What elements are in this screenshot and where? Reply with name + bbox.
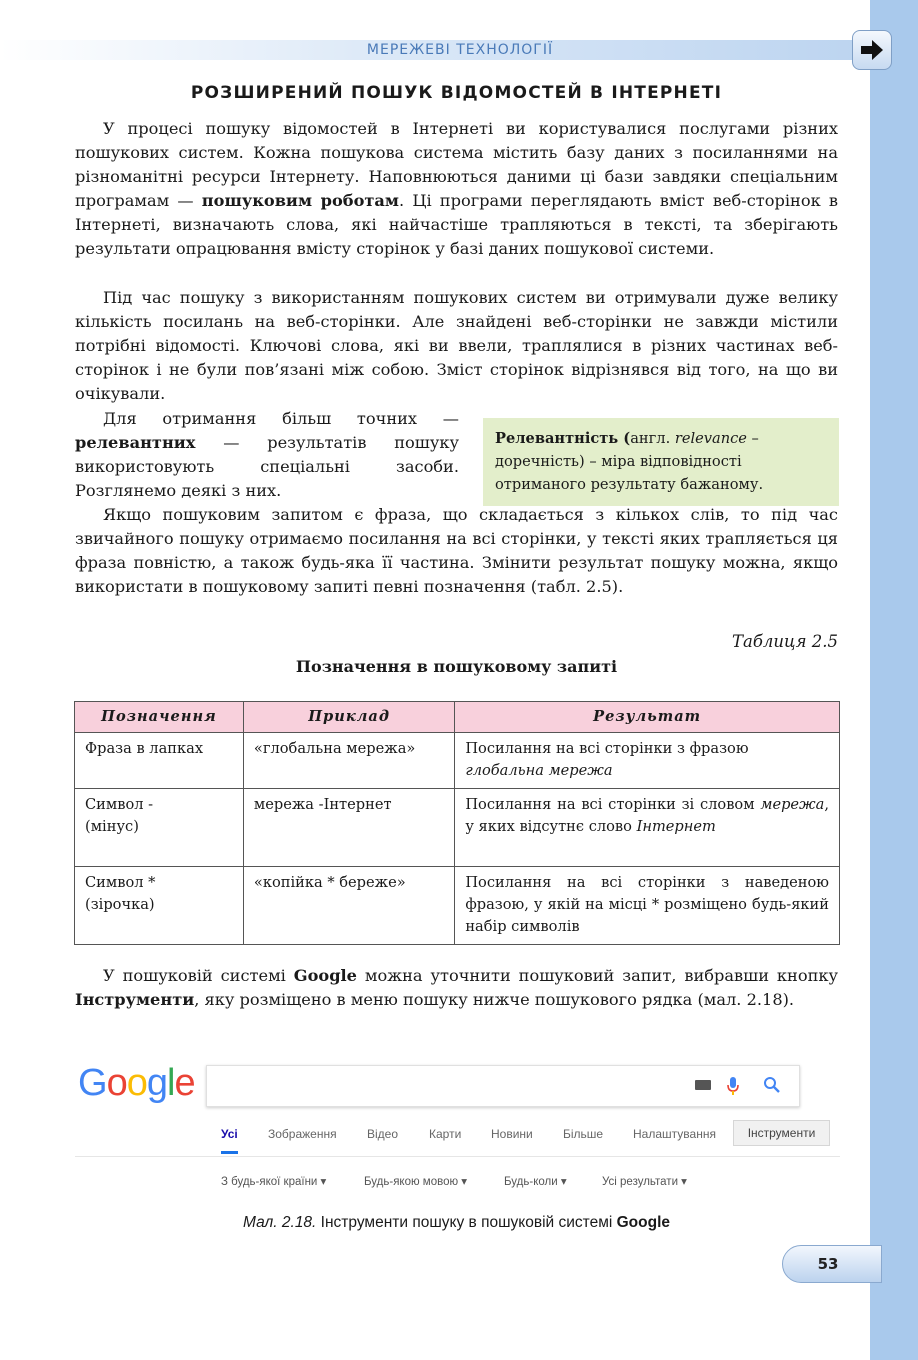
logo-letter: o (106, 1062, 127, 1104)
keyboard-icon[interactable] (695, 1080, 711, 1090)
table-cell: Фраза в лапках (75, 733, 244, 789)
cell-italic: глобальна мережа (465, 762, 613, 779)
cell-text: Посилання на всі сторінки зі словом (465, 796, 761, 813)
right-margin-bar (870, 0, 918, 1360)
logo-letter: l (166, 1062, 175, 1104)
tools-button[interactable]: Інструменти (733, 1120, 830, 1146)
page-title: РОЗШИРЕНИЙ ПОШУК ВІДОМОСТЕЙ В ІНТЕРНЕТІ (190, 83, 723, 103)
table-title: Позначення в пошуковому запиті (295, 657, 618, 676)
col-header-notation: Позначення (75, 702, 244, 733)
google-logo (78, 1062, 195, 1105)
table-cell (75, 789, 244, 867)
cell-text: Символ - (85, 796, 154, 813)
paragraph-1 (75, 117, 838, 261)
table-cell: Посилання на всі сторінки з наведеною фразою, у якій на місці * розміщено будь-який набір символів (455, 867, 840, 945)
paragraph-3-text-c: — результатів пошуку використовують спеціальні засоби. Розглянемо деякі з них. (75, 433, 459, 500)
search-input[interactable] (206, 1065, 800, 1107)
paragraph-3 (75, 407, 459, 503)
cell-text: , у яких відсутнє слово (465, 796, 829, 835)
tab-more[interactable]: Більше (563, 1127, 604, 1141)
table-caption: Таблиця 2.5 (732, 632, 838, 651)
table-cell: «копійка * береже» (243, 867, 454, 945)
figure-label: Мал. 2.18. (243, 1214, 317, 1231)
logo-letter: G (78, 1062, 107, 1104)
page-number-tab (782, 1245, 882, 1283)
google-tabs (75, 1118, 840, 1157)
google-screenshot (75, 1058, 840, 1208)
definition-lang: англ. (630, 430, 671, 447)
paragraph-2 (75, 286, 838, 406)
filter-time-dropdown[interactable]: Будь-коли ▾ (504, 1176, 567, 1188)
page-number: 53 (817, 1255, 839, 1273)
next-page-button[interactable] (852, 30, 892, 70)
paragraph-2-text: Під час пошуку з використанням пошукових систем ви отримували дуже велику кількість посилань на веб-сторінки. Але знайдені веб-сторінки не завжди містили потрібні відомості. Ключові слова, які ви ввели, траплялися в різних частинах веб-сторінок і не були пов’язані між собою. Зміст сторінок відрізнявся від того, на що ви очікували. (75, 288, 838, 403)
logo-letter: g (146, 1062, 167, 1104)
table-cell: «глобальна мережа» (243, 733, 454, 789)
paragraph-1-text-c: . Ці програми переглядають вміст веб-сторінок в Інтернеті, визначають слова, які найчастіше трапляються в тексті, та зберігають результати опрацювання вмісту сторінок у базі даних пошукової системи. (75, 191, 838, 258)
paragraph-4-text: Якщо пошуковим запитом є фраза, що складається з кількох слів, то під час звичайного пошуку отримаємо посилання на всі сторінки, у тексті яких трапляється ця фраза повністю, а також будь-яка її частина. Змінити результат пошуку можна, якщо використати в пошуковому запиті певні позначення (табл. 2.5). (75, 505, 838, 596)
table-row (75, 789, 840, 867)
paragraph-5 (75, 964, 838, 1012)
paragraph-5-text-c: можна уточнити пошуковий запит, вибравши кнопку (356, 966, 838, 985)
table-row (75, 733, 840, 789)
table-cell (75, 867, 244, 945)
figure-caption (75, 1214, 838, 1232)
tab-images[interactable]: Зображення (268, 1127, 337, 1141)
term-tools: Інструменти (75, 990, 195, 1009)
col-header-result: Результат (455, 702, 840, 733)
cell-italic: мережа (760, 796, 825, 813)
col-header-example: Приклад (243, 702, 454, 733)
tab-maps[interactable]: Карти (429, 1127, 462, 1141)
definition-term: Релевантність (495, 430, 619, 447)
microphone-icon[interactable] (727, 1076, 739, 1096)
cell-text: Посилання на всі сторінки з фразою (465, 740, 749, 757)
paragraph-1-text-a: У процесі пошуку відомостей в Інтернеті ви користувалися послугами різних пошукових систем. Кожна пошукова система містить базу даних з посиланнями на різноманітні ресурси Інтернету. Наповнюються даними ці бази завдяки спеціальним програмам — (75, 119, 838, 210)
paragraph-3-text-a: Для отримання більш точних — (103, 409, 459, 428)
definition-text: – доречність) – міра відповідності отриманого результату бажаному. (495, 430, 764, 493)
search-operators-table (74, 701, 840, 945)
term-search-robots: пошуковим роботам (201, 191, 399, 210)
cell-text: Символ * (85, 874, 156, 891)
logo-letter: o (126, 1062, 147, 1104)
tab-settings[interactable]: Налаштування (633, 1127, 716, 1141)
cell-text: (мінус) (85, 818, 139, 835)
cell-italic: Інтернет (636, 818, 716, 835)
table-cell (455, 789, 840, 867)
search-icon[interactable] (763, 1076, 781, 1094)
brand-google: Google (293, 966, 357, 985)
filter-language-dropdown[interactable]: Будь-якою мовою ▾ (364, 1176, 468, 1188)
term-relevant: релевантних (75, 433, 196, 452)
table-row (75, 867, 840, 945)
filter-country-dropdown[interactable]: З будь-якої країни ▾ (221, 1176, 327, 1188)
arrow-right-icon (859, 39, 885, 61)
table-cell (455, 733, 840, 789)
cell-text: (зірочка) (85, 896, 155, 913)
figure-brand: Google (616, 1214, 670, 1231)
tab-news[interactable]: Новини (491, 1127, 533, 1141)
filter-results-dropdown[interactable]: Усі результати ▾ (602, 1176, 687, 1188)
definition-english-word: relevance (674, 430, 747, 447)
table-header-row (75, 702, 840, 733)
section-title: МЕРЕЖЕВІ ТЕХНОЛОГІЇ (366, 42, 554, 58)
definition-paren: ( (618, 430, 631, 447)
tab-video[interactable]: Відео (367, 1127, 399, 1141)
definition-box (483, 418, 839, 506)
logo-letter: e (174, 1062, 195, 1104)
paragraph-5-text-e: , яку розміщено в меню пошуку нижче пошукового рядка (мал. 2.18). (194, 990, 795, 1009)
tab-all[interactable]: Усі (221, 1127, 238, 1154)
table-cell: мережа -Інтернет (243, 789, 454, 867)
paragraph-4-body (75, 503, 838, 599)
paragraph-5-text-a: У пошуковій системі (103, 966, 294, 985)
figure-text: Інструменти пошуку в пошуковій системі (316, 1214, 617, 1231)
